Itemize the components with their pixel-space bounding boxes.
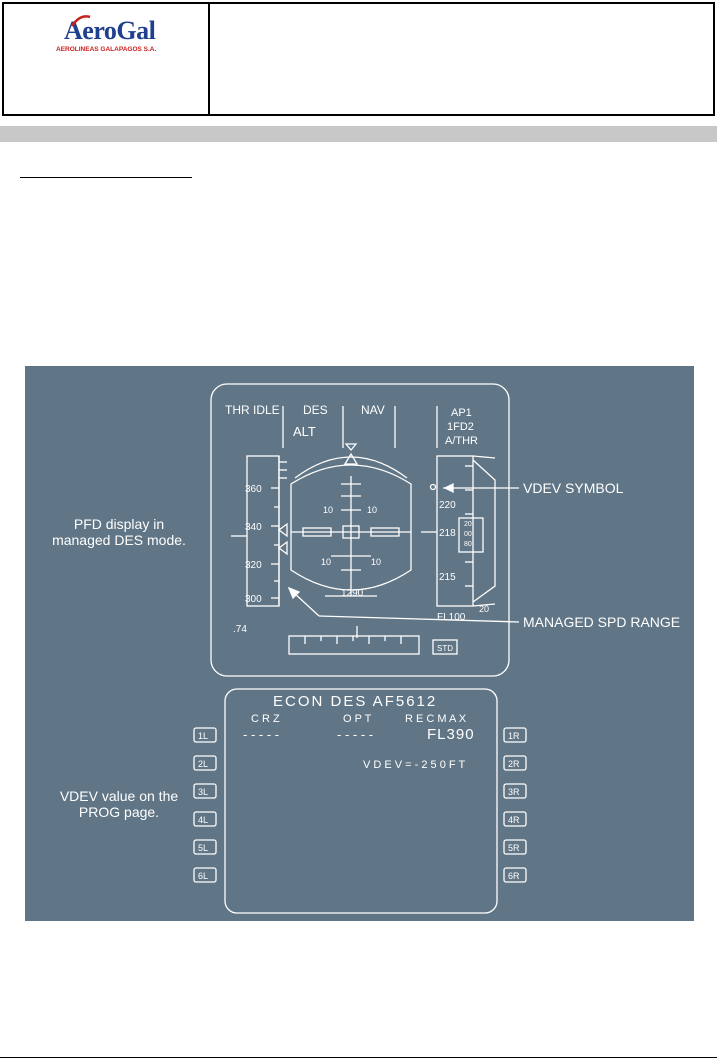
lsk-label: 6R <box>508 871 520 881</box>
lsk-label: 3R <box>508 787 520 797</box>
lsk-label: 3L <box>198 787 209 797</box>
document-header <box>2 2 715 116</box>
mcdu-opt-label: O P T <box>343 713 372 725</box>
lsk-label: 5L <box>198 843 209 853</box>
speed-tick-label: 300 <box>245 594 262 605</box>
lsk-label: 2R <box>508 759 520 769</box>
managed-spd-range-annotation: MANAGED SPD RANGE <box>523 614 681 630</box>
alt-bottom-label: 20 <box>479 604 490 614</box>
alt-drum-digit: 00 <box>464 531 472 538</box>
section-band <box>0 126 717 142</box>
vdev-symbol-marker <box>431 485 436 490</box>
fma-alt: ALT <box>293 424 316 439</box>
footer-rule <box>0 1057 717 1058</box>
mcdu-crz-value: - - - - - <box>243 727 280 742</box>
mcdu-rec-max-value: FL390 <box>427 726 475 743</box>
prog-caption: VDEV value on the PROG page. <box>59 788 179 820</box>
logo-swoosh-icon <box>70 14 92 28</box>
lsk-label: 4R <box>508 815 520 825</box>
heading-value: 1290 <box>341 588 364 599</box>
mcdu-vdev-value: V D E V = - 2 5 0 F T <box>363 759 466 771</box>
pitch-label: 10 <box>323 505 334 515</box>
figure-drawing <box>25 366 694 921</box>
vdev-symbol-annotation: VDEV SYMBOL <box>523 480 624 496</box>
pitch-label: 10 <box>371 557 382 567</box>
alt-tick-label: 215 <box>439 572 456 583</box>
lsk-label: 4L <box>198 815 209 825</box>
fl-label: FL100 <box>437 612 466 623</box>
pfd-mcdu-figure <box>25 366 694 921</box>
alt-current: 218 <box>439 528 456 539</box>
alt-drum-digit: 80 <box>464 541 472 548</box>
alt-tick-label: 220 <box>439 500 456 511</box>
fma-athr: A/THR <box>445 435 478 447</box>
lsk-label: 1R <box>508 731 520 741</box>
fma-thr-idle: THR IDLE <box>225 403 280 417</box>
logo-wordmark: AeroGal <box>64 16 156 45</box>
mcdu-opt-value: - - - - - <box>337 727 374 742</box>
lsk-label: 2L <box>198 759 209 769</box>
pitch-label: 10 <box>321 557 332 567</box>
section-heading-underline <box>20 177 192 178</box>
std-label: STD <box>437 644 453 653</box>
lsk-label: 1L <box>198 731 209 741</box>
speed-tick-label: 340 <box>245 522 262 533</box>
speed-tick-label: 320 <box>245 560 262 571</box>
fma-fd: 1FD2 <box>447 421 474 433</box>
pitch-label: 10 <box>367 505 378 515</box>
logo-subtitle: AEROLINEAS GALAPAGOS S.A. <box>56 46 157 53</box>
speed-tick-label: 360 <box>245 484 262 495</box>
fma-ap1: AP1 <box>451 407 472 419</box>
header-divider <box>208 4 210 114</box>
mcdu-crz-label: C R Z <box>251 713 280 725</box>
lsk-label: 5R <box>508 843 520 853</box>
mcdu-rec-max-label: R E C M A X <box>405 713 467 725</box>
alt-drum-digit: 20 <box>464 521 472 528</box>
fma-des: DES <box>303 403 328 417</box>
heading-scale <box>289 636 419 654</box>
pfd-caption: PFD display in managed DES mode. <box>52 516 186 548</box>
fma-nav: NAV <box>361 403 385 417</box>
lsk-label: 6L <box>198 871 209 881</box>
mach-value: .74 <box>233 624 247 635</box>
mcdu-title: ECON DES AF5612 <box>273 693 438 710</box>
aerogal-logo <box>56 14 166 58</box>
